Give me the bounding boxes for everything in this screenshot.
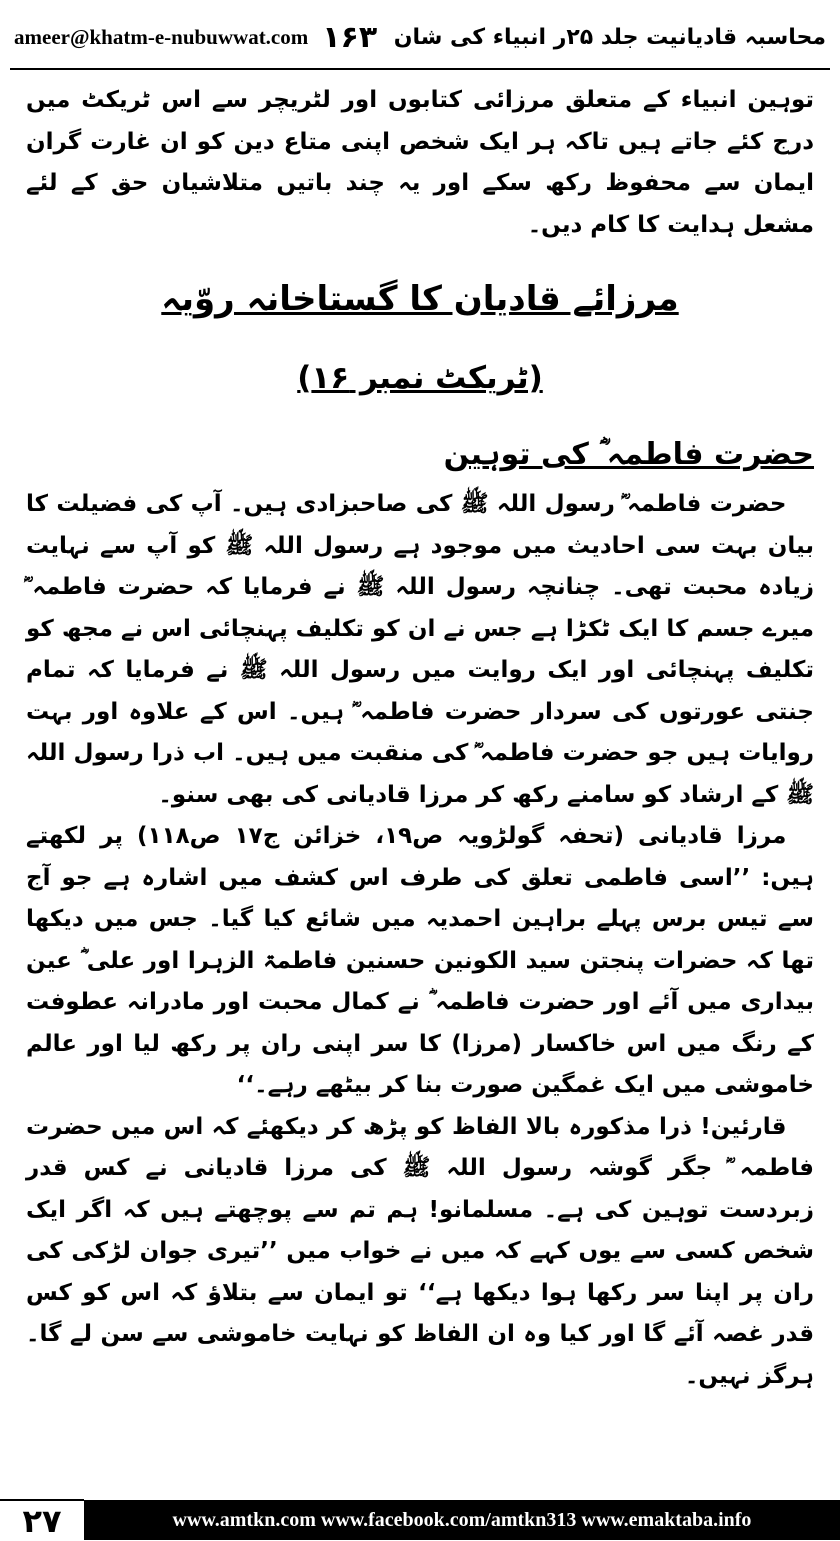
footer-page-number: ۲۷ <box>0 1499 84 1541</box>
section-heading: حضرت فاطمہ ؓ کی توہین <box>443 437 814 472</box>
footer-links: www.amtkn.com www.facebook.com/amtkn313 www.emaktaba.info <box>172 1508 752 1531</box>
tract-number: (ٹریکٹ نمبر ۱۶) <box>297 360 543 396</box>
header-email: ameer@khatm-e-nubuwwat.com <box>14 24 309 49</box>
page-content <box>26 80 814 1397</box>
quote-paragraph: مرزا قادیانی (تحفہ گولڑویہ ص۱۹، خزائن ج۱۷ ص۱۱۸) پر لکھتے ہیں: ’’اسی فاطمی تعلق کی طرف اس کشف میں اشارہ ہے جو آج سے تیس برس پہلے براہین احمدیہ میں شائع کیا گیا۔ جس میں دیکھا تھا کہ حضرات پنجتن سید الکونین حسنین فاطمۃ الزہرا اور علی ؓ عین بیداری میں آئے اور حضرت فاطمہ ؓ نے کمال محبت اور مادرانہ عطوفت کے رنگ میں اس خاکسار (مرزا) کا سر اپنی ران پر رکھ لیا اور عالم خاموشی میں ایک غمگین صورت بنا کر بیٹھے رہے۔‘‘ <box>26 823 814 1098</box>
page-title: مرزائے قادیان کا گستاخانہ روّیہ <box>161 279 679 319</box>
header-book-title: محاسبہ قادیانیت جلد ۲۵ر انبیاء کی شان <box>393 24 826 50</box>
header-page-number: ۱۶۳ <box>322 19 378 55</box>
body-paragraph: قارئین! ذرا مذکورہ بالا الفاظ کو پڑھ کر دیکھئے کہ اس میں حضرت فاطمہ ؓ جگر گوشہ رسول اللہ ﷺ کی مرزا قادیانی نے کس قدر زبردست توہین کی ہے۔ مسلمانو! ہم تم سے پوچھتے ہیں کہ اگر ایک شخص کسی سے یوں کہے کہ میں نے خواب میں ’’تیری جوان لڑکی کی ران پر اپنا سر رکھا ہوا دیکھا ہے‘‘ تو ایمان سے بتلاؤ کہ اس کو کس قدر غصہ آئے گا اور کیا وہ ان الفاظ کو نہایت خاموشی سے سن لے گا۔ ہرگز نہیں۔ <box>26 1113 814 1389</box>
body-paragraph: حضرت فاطمہ ؓ رسول اللہ ﷺ کی صاحبزادی ہیں۔ آپ کی فضیلت کا بیان بہت سی احادیث میں موجود ہے رسول اللہ ﷺ کو آپ سے نہایت زیادہ محبت تھی۔ چنانچہ رسول اللہ ﷺ نے فرمایا کہ حضرت فاطمہ ؓ میرے جسم کا ایک ٹکڑا ہے جس نے ان کو تکلیف پہنچائی اس نے مجھ کو تکلیف پہنچائی اور ایک روایت میں رسول اللہ ﷺ نے فرمایا کہ تمام جنتی عورتوں کی سردار حضرت فاطمہ ؓ ہیں۔ اس کے علاوہ اور بہت روایات ہیں جو حضرت فاطمہ ؓ کی منقبت میں ہیں۔ اب ذرا رسول اللہ ﷺ کے ارشاد کو سامنے رکھ کر مرزا قادیانی کی بھی سنو۔ <box>26 491 814 808</box>
intro-paragraph: توہین انبیاء کے متعلق مرزائی کتابوں اور لٹریچر سے اس ٹریکٹ میں درج کئے جاتے ہیں تاکہ ہر ایک شخص اپنی متاع دین کو ان غارت گران ایمان سے محفوظ رکھ سکے اور یہ چند باتیں متلاشیان حق کے لئے مشعل ہدایت کا کام دیں۔ <box>26 87 814 238</box>
page-header <box>14 8 826 66</box>
header-left <box>14 20 377 55</box>
page-footer <box>0 1500 840 1540</box>
header-divider <box>10 68 830 70</box>
